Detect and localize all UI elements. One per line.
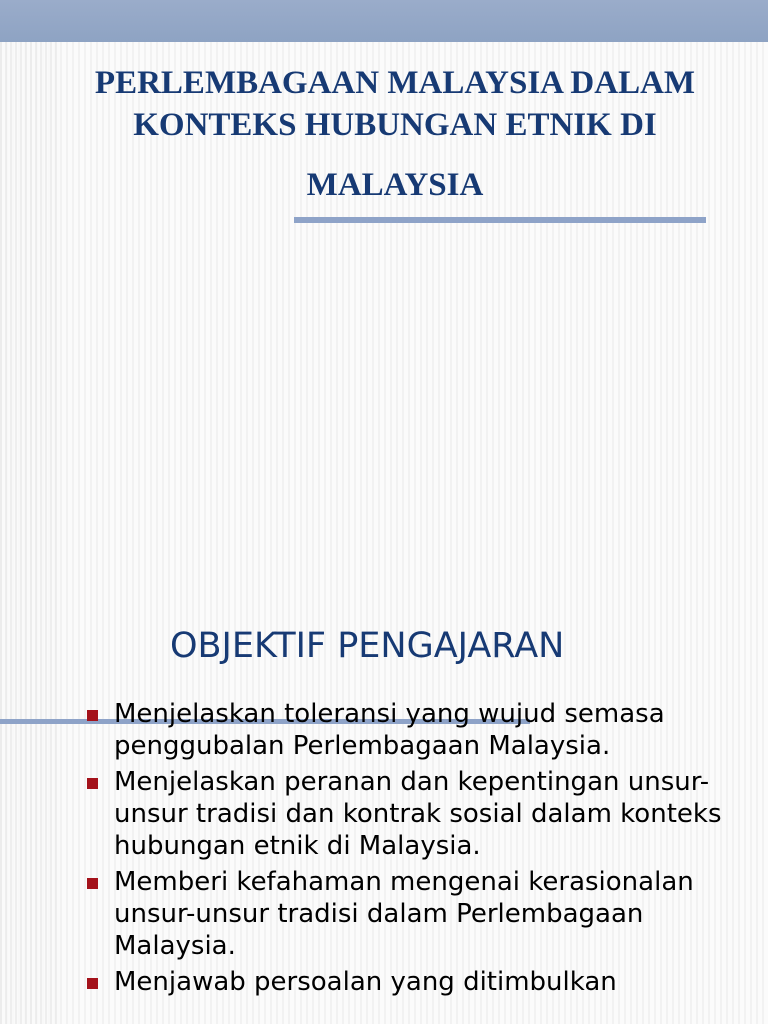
list-item bbox=[84, 698, 764, 762]
square-bullet-icon bbox=[87, 878, 98, 889]
decorative-stripes bbox=[0, 42, 60, 576]
title-line-3: MALAYSIA bbox=[306, 167, 484, 203]
list-item bbox=[84, 866, 764, 962]
list-item-text: Menjelaskan peranan dan kepentingan unsur-unsur tradisi dan kontrak sosial dalam konteks hubungan etnik di Malaysia. bbox=[114, 767, 722, 861]
list-item-text: Menjelaskan toleransi yang wujud semasa penggubalan Perlembagaan Malaysia. bbox=[114, 699, 665, 761]
objectives-list bbox=[84, 698, 764, 1002]
slide-objectives bbox=[0, 576, 768, 1024]
title-underline-rule bbox=[294, 217, 706, 223]
slide-header-bar bbox=[0, 0, 768, 42]
decorative-stripes bbox=[0, 576, 60, 1024]
objectives-title: OBJEKTIF PENGAJARAN bbox=[170, 626, 565, 666]
list-item bbox=[84, 966, 764, 998]
square-bullet-icon bbox=[87, 978, 98, 989]
square-bullet-icon bbox=[87, 778, 98, 789]
list-item bbox=[84, 766, 764, 862]
title-line-1: PERLEMBAGAAN MALAYSIA DALAM bbox=[94, 65, 696, 101]
list-item-text: Memberi kefahaman mengenai kerasionalan unsur-unsur tradisi dalam Perlembagaan Malaysia. bbox=[114, 867, 694, 961]
square-bullet-icon bbox=[87, 710, 98, 721]
title-line-2: KONTEKS HUBUNGAN ETNIK DI bbox=[133, 107, 657, 143]
slide-title-text bbox=[70, 62, 720, 206]
list-item-text: Menjawab persoalan yang ditimbulkan bbox=[114, 967, 617, 997]
